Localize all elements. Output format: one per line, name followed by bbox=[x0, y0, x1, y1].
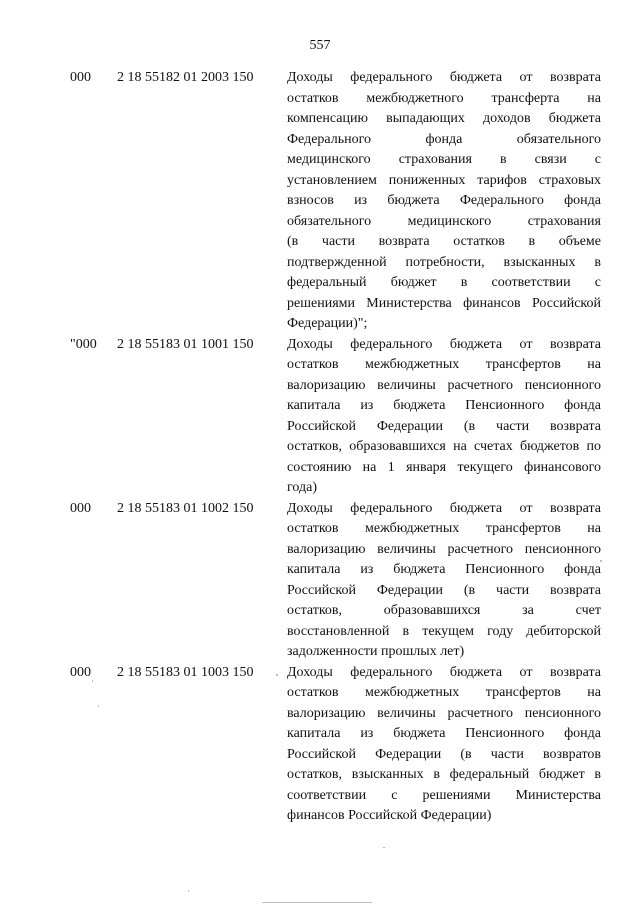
description-line: остатков, взысканных в федеральный бюджет в bbox=[287, 767, 601, 782]
budget-code-entry bbox=[0, 663, 640, 823]
scan-mark bbox=[383, 847, 385, 848]
scan-mark bbox=[276, 674, 278, 676]
description-line: остатков, образовавшихся за счет bbox=[287, 603, 601, 618]
page-number: 557 bbox=[309, 38, 331, 53]
scan-mark bbox=[262, 902, 372, 903]
budget-code-entry bbox=[0, 335, 640, 495]
description-line: остатков межбюджетных трансфертов на bbox=[287, 685, 601, 700]
description-line: остатков межбюджетного трансферта на bbox=[287, 90, 601, 106]
scan-mark bbox=[92, 680, 93, 682]
description-line: валоризацию величины расчетного пенсионного bbox=[287, 377, 601, 393]
description-line: федеральный бюджет в соответствии с bbox=[287, 275, 601, 290]
description-line: Федерации)"; bbox=[287, 316, 368, 331]
administrator-code: 000 bbox=[70, 664, 91, 680]
description-line: остатков межбюджетных трансфертов на bbox=[287, 357, 601, 372]
budget-classification-code: 2 18 55182 01 2003 150 bbox=[117, 70, 254, 85]
budget-code-entry bbox=[0, 68, 640, 331]
revenue-description bbox=[287, 499, 601, 663]
description-line: Доходы федерального бюджета от возврата bbox=[287, 70, 601, 85]
budget-classification-code: 2 18 55183 01 1003 150 bbox=[117, 664, 254, 680]
description-line: года) bbox=[287, 480, 317, 495]
administrator-code: 000 bbox=[70, 500, 91, 516]
description-line: Российской Федерации (в части возврата bbox=[287, 582, 601, 598]
budget-classification-code: 2 18 55183 01 1002 150 bbox=[117, 500, 254, 516]
description-line: остатков межбюджетных трансфертов на bbox=[287, 521, 601, 536]
description-line: взносов из бюджета Федерального фонда bbox=[287, 193, 601, 208]
scan-mark bbox=[600, 560, 602, 562]
description-line: капитала из бюджета Пенсионного фонда bbox=[287, 398, 601, 413]
scan-mark bbox=[98, 705, 99, 707]
description-line: (в части возврата остатков в объеме bbox=[287, 234, 601, 249]
description-line: Российской Федерации (в части возврата bbox=[287, 418, 601, 434]
description-line: установлением пониженных тарифов страховых bbox=[287, 172, 601, 188]
description-line: Федерального фонда обязательного bbox=[287, 131, 601, 147]
description-line: валоризацию величины расчетного пенсионного bbox=[287, 705, 601, 721]
description-line: Доходы федерального бюджета от возврата bbox=[287, 500, 601, 516]
description-line: финансов Российской Федерации) bbox=[287, 808, 492, 823]
description-line: компенсацию выпадающих доходов бюджета bbox=[287, 111, 601, 126]
description-line: валоризацию величины расчетного пенсионного bbox=[287, 541, 601, 557]
description-line: решениями Министерства финансов Российской bbox=[287, 295, 601, 311]
description-line: задолженности прошлых лет) bbox=[287, 644, 465, 659]
description-line: состоянию на 1 января текущего финансового bbox=[287, 459, 601, 475]
administrator-code: "000 bbox=[70, 336, 97, 352]
description-line: медицинского страхования в связи с bbox=[287, 152, 601, 167]
description-line: остатков, образовавшихся на счетах бюджетов по bbox=[287, 439, 601, 454]
scan-mark bbox=[188, 890, 189, 892]
description-line: восстановленной в текущем году дебиторской bbox=[287, 623, 601, 639]
revenue-description bbox=[287, 335, 601, 499]
revenue-description bbox=[287, 663, 601, 827]
description-line: подтвержденной потребности, взысканных в bbox=[287, 254, 601, 270]
description-line: Российской Федерации (в части возвратов bbox=[287, 746, 601, 762]
budget-code-entry bbox=[0, 499, 640, 659]
description-line: соответствии с решениями Министерства bbox=[287, 787, 601, 803]
description-line: обязательного медицинского страхования bbox=[287, 213, 601, 229]
budget-classification-code: 2 18 55183 01 1001 150 bbox=[117, 336, 254, 352]
administrator-code: 000 bbox=[70, 70, 91, 85]
description-line: Доходы федерального бюджета от возврата bbox=[287, 664, 601, 680]
description-line: капитала из бюджета Пенсионного фонда bbox=[287, 726, 601, 741]
revenue-description bbox=[287, 68, 601, 335]
description-line: капитала из бюджета Пенсионного фонда bbox=[287, 562, 601, 577]
description-line: Доходы федерального бюджета от возврата bbox=[287, 336, 601, 352]
